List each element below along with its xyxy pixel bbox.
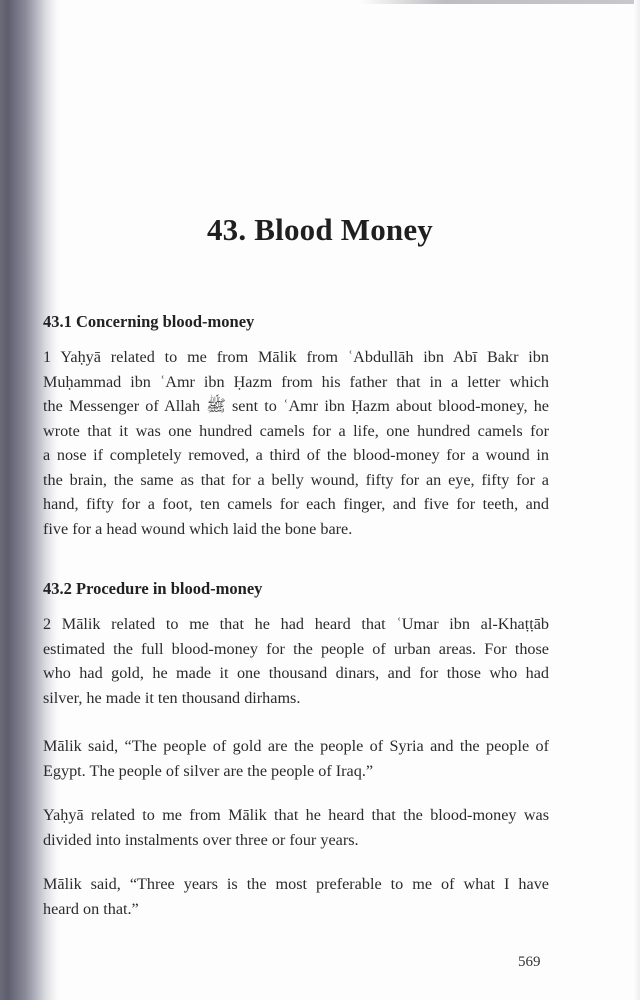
section-heading-43-2: 43.2 Procedure in blood-money [43,579,263,598]
text-line: Muḥammad ibn ʿAmr ibn Ḥazm from his father that in a letter which [43,372,549,391]
text-line: wrote that it was one hundred camels for a life, one hundred camels for [43,421,549,440]
text-line: estimated the full blood-money for the people of urban areas. For those [43,639,549,658]
text-line: the Messenger of Allah ﷺ sent to ʿAmr ibn Ḥazm about blood-money, he [43,397,549,415]
text-line: 1 Yaḥyā related to me from Mālik from ʿAbdullāh ibn Abī Bakr ibn [43,348,549,366]
text-line: Mālik said, “The people of gold are the people of Syria and the people of [43,737,549,755]
text-line: who had gold, he made it one thousand dinars, and for those who had [43,664,549,682]
text-line: Mālik said, “Three years is the most preferable to me of what I have [43,875,549,893]
page-number: 569 [518,954,541,970]
text-line: a nose if completely removed, a third of the blood-money for a wound in [43,446,549,464]
text-line: Egypt. The people of silver are the people of Iraq.” [43,761,374,780]
paragraph-hadith-2 [43,612,549,710]
text-line: Yaḥyā related to me from Mālik that he heard that the blood-money was [43,806,549,824]
text-line: heard on that.” [43,899,139,918]
text-line: the brain, the same as that for a belly wound, fifty for an eye, fifty for a [43,470,549,489]
paragraph-malik-gold-silver [43,734,549,783]
page-top-edge [360,0,640,4]
text-line: five for a head wound which laid the bone bare. [43,519,353,538]
chapter-title: 43. Blood Money [206,212,434,247]
text-line: divided into instalments over three or four years. [43,830,359,849]
text-line: 2 Mālik related to me that he had heard that ʿUmar ibn al-Khaṭṭāb [43,615,549,633]
section-heading-43-1: 43.1 Concerning blood-money [43,312,255,331]
page-right-edge [634,0,640,1000]
text-line: hand, fifty for a foot, ten camels for each finger, and five for teeth, and [43,495,549,513]
paragraph-malik-three-years [43,872,549,921]
paragraph-yahya-instalments [43,803,549,852]
text-line: silver, he made it ten thousand dirhams. [43,688,301,707]
paragraph-hadith-1 [43,345,549,541]
